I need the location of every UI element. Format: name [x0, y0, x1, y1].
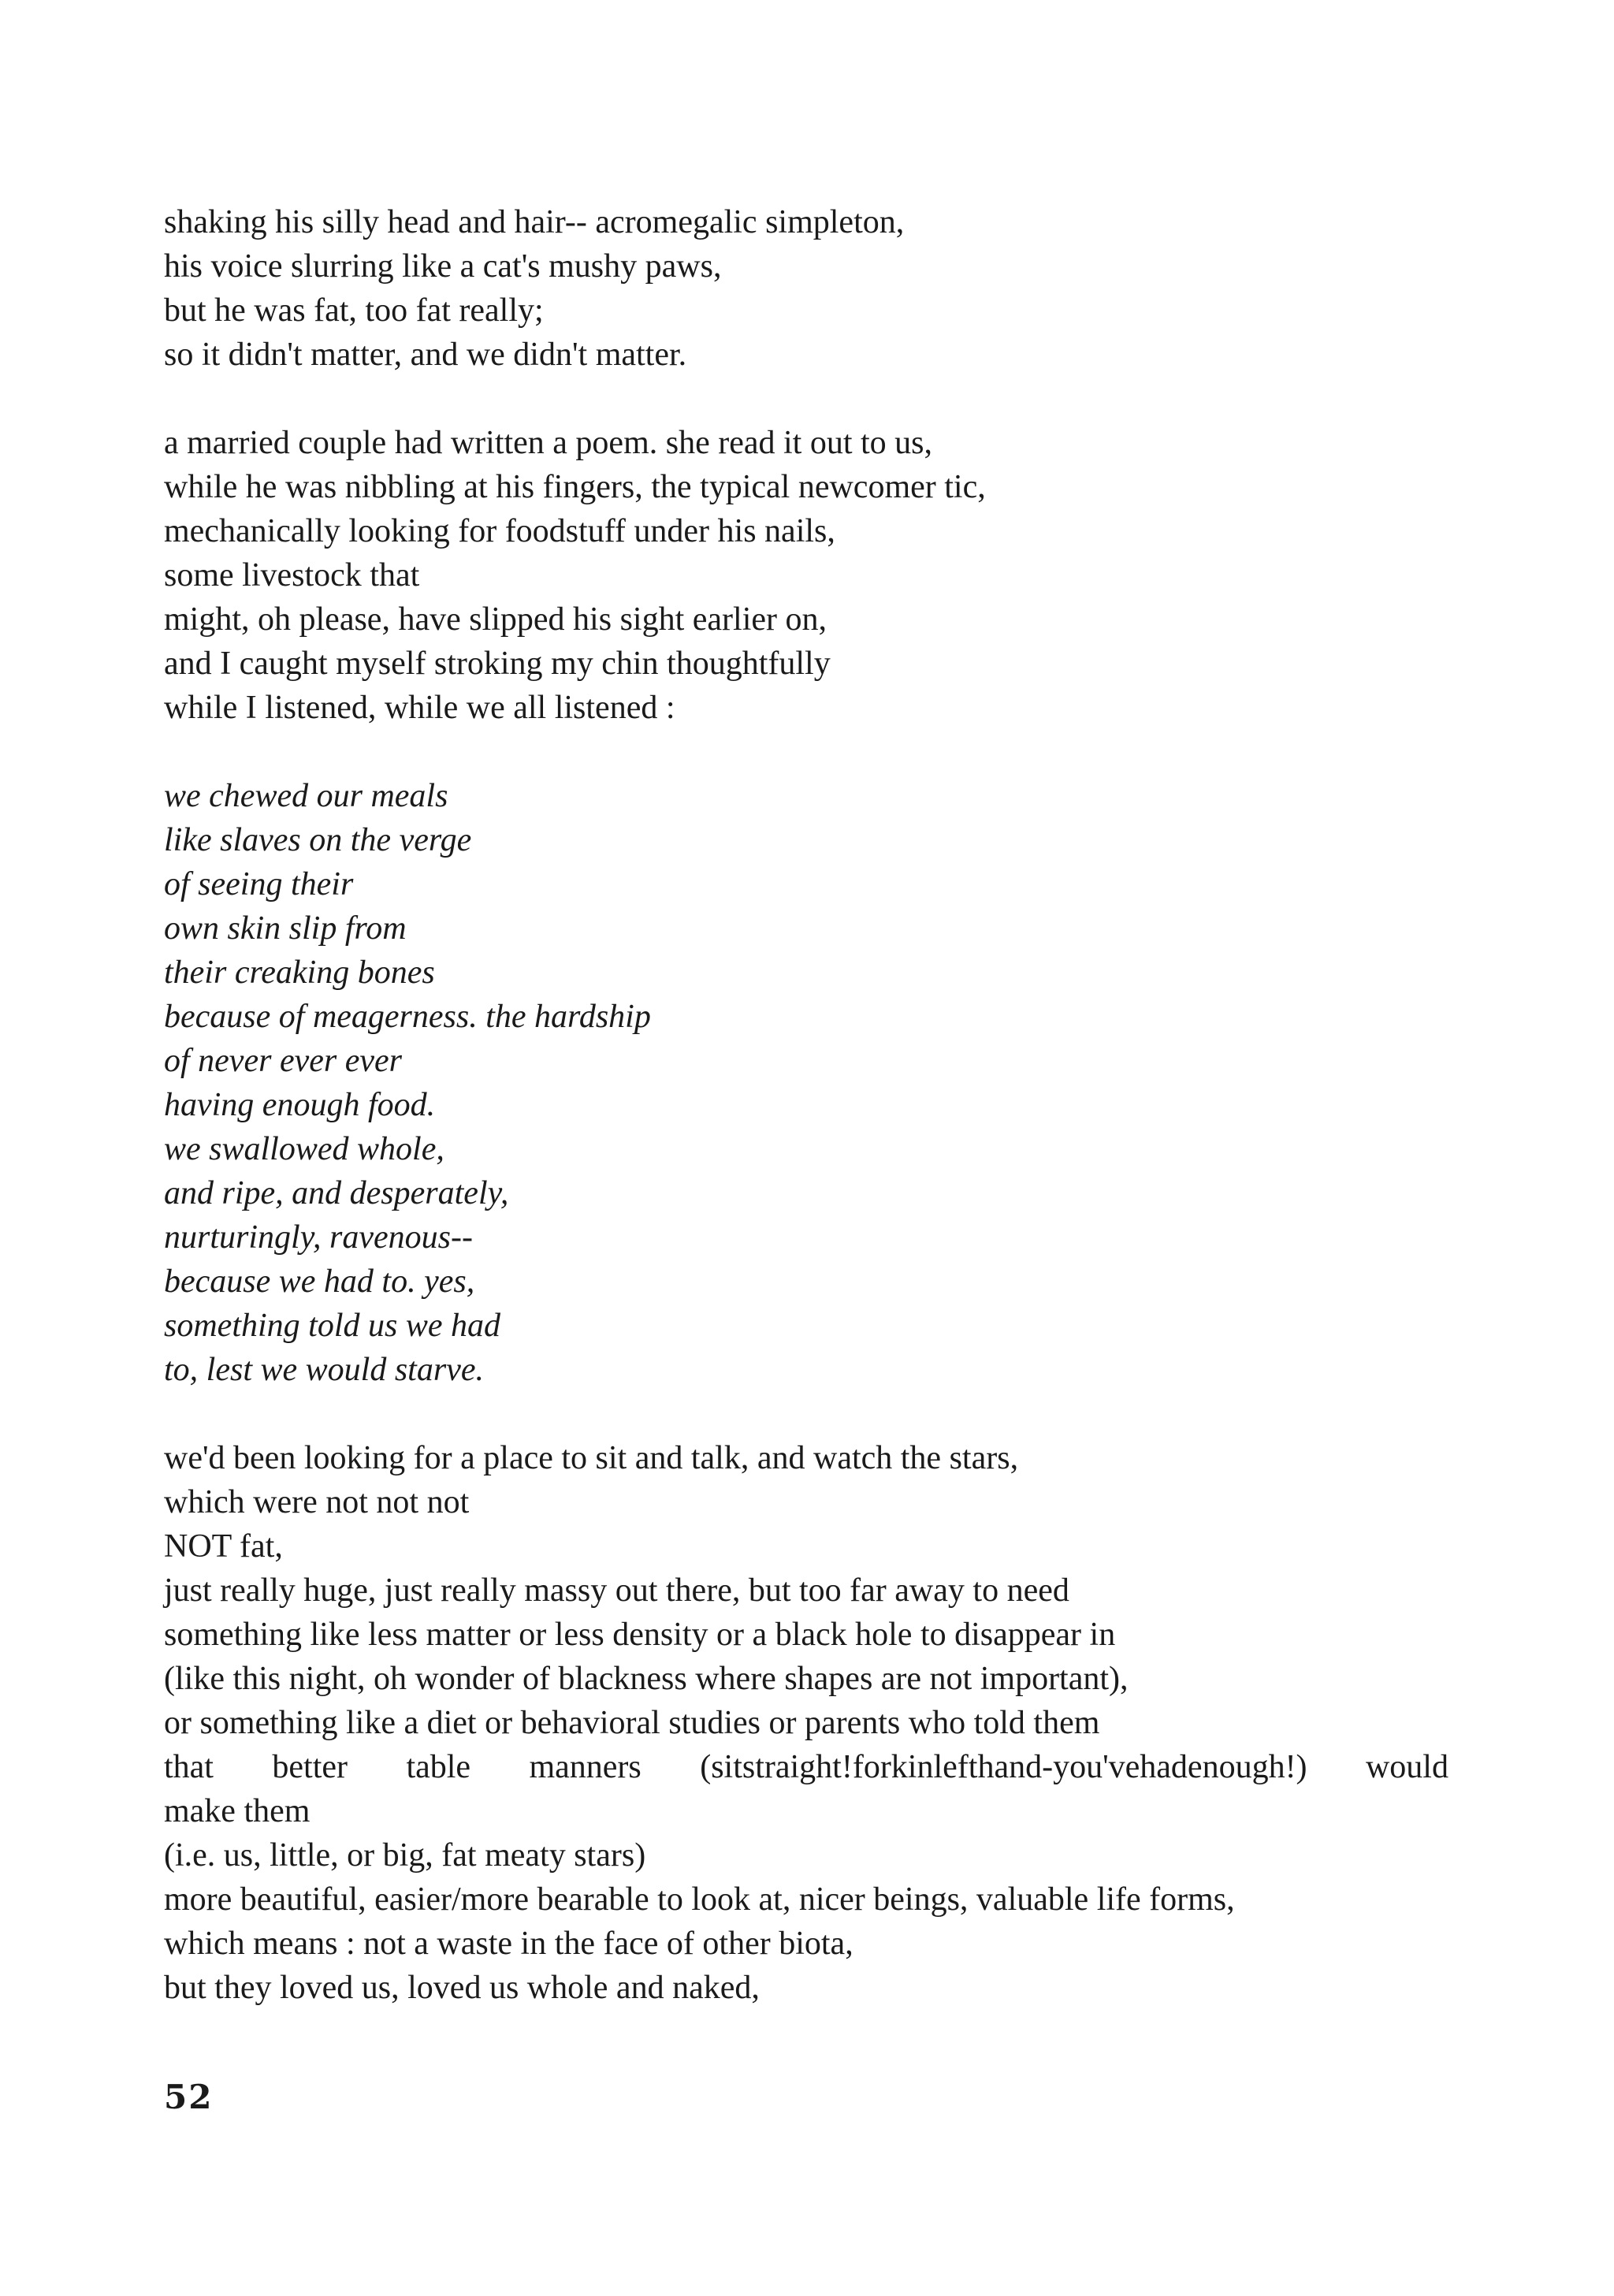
poem-line: his voice slurring like a cat's mushy paws,	[164, 248, 722, 285]
poem-line: own skin slip from	[164, 910, 407, 947]
stanza-1	[164, 200, 1449, 377]
page-number: 52	[164, 2078, 214, 2116]
stanza-3-italic-poem	[164, 774, 1449, 1392]
poem-line: to, lest we would starve.	[164, 1352, 484, 1388]
justified-word: table	[406, 1749, 471, 1785]
poem-line: NOT fat,	[164, 1528, 283, 1565]
stanza-2	[164, 421, 1449, 730]
justified-word: (sitstraight!forkinlefthand-you'vehadenough!)	[700, 1749, 1307, 1785]
poem-line: their creaking bones	[164, 954, 435, 991]
poem-line: like slaves on the verge	[164, 822, 472, 858]
poem-line: nurturingly, ravenous--	[164, 1219, 473, 1256]
poem-line: but they loved us, loved us whole and naked,	[164, 1970, 760, 2006]
poem-line: we chewed our meals	[164, 778, 448, 814]
poem-line: because of meagerness. the hardship	[164, 999, 651, 1035]
poem-line: of never ever ever	[164, 1043, 402, 1079]
poem-line: so it didn't matter, and we didn't matter.	[164, 337, 687, 373]
poem-line: something told us we had	[164, 1308, 500, 1344]
poem-line: (like this night, oh wonder of blackness where shapes are not important),	[164, 1661, 1129, 1697]
poem-line: more beautiful, easier/more bearable to look at, nicer beings, valuable life forms,	[164, 1881, 1235, 1918]
justified-word: that	[164, 1749, 214, 1785]
poem-line: while I listened, while we all listened :	[164, 690, 675, 726]
poem-line: or something like a diet or behavioral studies or parents who told them	[164, 1705, 1100, 1741]
poem-line: just really huge, just really massy out there, but too far away to need	[164, 1572, 1069, 1609]
poem-line: (i.e. us, little, or big, fat meaty stars)	[164, 1837, 646, 1874]
poem-line: of seeing their	[164, 866, 354, 902]
poem-line: we swallowed whole,	[164, 1131, 444, 1167]
poem-line: but he was fat, too fat really;	[164, 292, 544, 329]
poem-line: might, oh please, have slipped his sight earlier on,	[164, 601, 827, 638]
justified-word: better	[272, 1749, 348, 1785]
poem-line: we'd been looking for a place to sit and talk, and watch the stars,	[164, 1440, 1019, 1476]
poem-line: which means : not a waste in the face of other biota,	[164, 1926, 853, 1962]
poem-line: having enough food.	[164, 1087, 436, 1123]
poem-line: some livestock that	[164, 557, 420, 594]
justified-poem-line	[164, 1745, 1449, 1789]
poem-line: shaking his silly head and hair-- acromegalic simpleton,	[164, 204, 905, 240]
justified-word: manners	[529, 1749, 642, 1785]
poem-line: mechanically looking for foodstuff under his nails,	[164, 513, 835, 549]
poem-line: make them	[164, 1793, 311, 1829]
poem-line: a married couple had written a poem. she read it out to us,	[164, 425, 933, 461]
poem-line: something like less matter or less density or a black hole to disappear in	[164, 1617, 1116, 1653]
poem-line: and ripe, and desperately,	[164, 1175, 509, 1211]
poem-line: while he was nibbling at his fingers, the typical newcomer tic,	[164, 469, 986, 505]
poem-line: because we had to. yes,	[164, 1263, 475, 1300]
poem-line: which were not not not	[164, 1484, 470, 1520]
poem-line: and I caught myself stroking my chin thoughtfully	[164, 646, 831, 682]
stanza-4	[164, 1436, 1449, 2010]
justified-word: would	[1365, 1749, 1449, 1785]
